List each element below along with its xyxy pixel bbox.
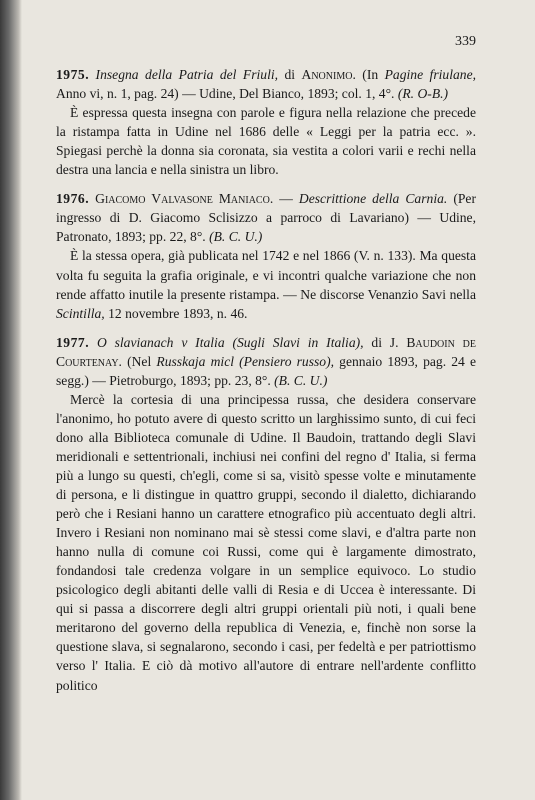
- entry-number: 1975.: [56, 67, 90, 83]
- entry-journal: Russkaja micl (Pensiero russo),: [156, 353, 335, 369]
- bibliography-entry-1977: [56, 333, 476, 695]
- entry-sigla: (R. O-B.): [397, 86, 449, 102]
- page-number: 339: [455, 34, 476, 49]
- entry-title: Insegna della Patria del Friuli,: [95, 67, 279, 83]
- bibliography-entry-1976: [56, 189, 476, 322]
- entry-connector: . (In: [352, 67, 385, 83]
- entry-body: Mercè la cortesia di una principessa russa, che desidera conservare l'anonimo, ho potuto avere di questo scritto un larghissimo sunto, di cui feci dono alla Biblioteca comunale di Udine. Il Baudoin, trattando degli Slavi meridionali e settentrionali, inchiusi nei confini del regno d' Italia, si ferma più a lungo su questi, ch'egli, come si sa, visitò spesse volte e minutamente di persona, e li distingue in quattro gruppi, secondo il dialetto, dichiarando però che i Resiani hanno un carattere etnografico più accentuato degli altri. Invero i Resiani non nominano mai sè stessi come slavi, e d'altra parte non hanno nulla di comune coi Russi, come qui è largamente dimostrato, fondandosi tale credenza volgare in un semplice equivoco. Lo studio psicologico degli abitanti delle valli di Resia e di Uccea è interessante. Di qui si passa a discorrere degli altri gruppi orientali più noti, i quali bene meritarono del governo della republica di Venezia, e, finchè non sorse la questione slava, si segnalarono, secondo i casi, per fedeltà e per patriottismo verso l' Italia. E ciò dà motivo all'autore di entrare nell'ardente conflitto politico: [56, 391, 476, 693]
- entry-header: [56, 65, 476, 103]
- entry-citation: gennaio 1893, pag. 24 e segg.) — Pietroburgo, 1893; pp. 23, 8°.: [56, 353, 476, 388]
- entry-header: [56, 333, 476, 390]
- entry-author: Giacomo Valvasone Maniaco: [95, 191, 270, 207]
- bibliography-entry-1975: [56, 65, 476, 179]
- entry-body-text: È la stessa opera, già publicata nel 1742 e nel 1866 (V. n. 133). Ma questa volta fu seguita la grafia originale, e vi incontri qualche variazione che non rende affatto inutile la presente ristampa. — Ne discorse Venanzio Savi nella: [56, 248, 476, 302]
- entry-header: [56, 189, 476, 246]
- entry-author: Baudoin de Courtenay: [56, 334, 476, 369]
- entry-author: Anonimo: [301, 67, 353, 83]
- entry-connector: . (Nel: [118, 353, 157, 369]
- entry-connector: . —: [269, 191, 299, 207]
- book-gutter-shadow: [0, 0, 22, 800]
- entry-connector: di: [278, 67, 302, 83]
- entry-connector: di J.: [363, 334, 407, 350]
- entry-citation: (Per ingresso di D. Giacomo Sclisizzo a parroco di Lavariano) — Udine, Patronato, 1893; pp. 22, 8°.: [56, 191, 476, 245]
- entry-body: [56, 246, 476, 322]
- entry-title: Descrittione della Carnia.: [298, 191, 448, 207]
- entry-number: 1976.: [56, 191, 90, 207]
- entry-body-text-end: 12 novembre 1893, n. 46.: [104, 305, 248, 321]
- book-page: [56, 32, 476, 705]
- entry-journal: Pagine friulane,: [384, 67, 477, 83]
- entry-body-journal: Scintilla,: [56, 305, 105, 321]
- entry-number: 1977.: [56, 334, 90, 350]
- entry-citation: Anno vi, n. 1, pag. 24) — Udine, Del Bianco, 1893; col. 1, 4°.: [56, 86, 398, 102]
- entry-sigla: (B. C. U.): [209, 229, 263, 245]
- entry-sigla: (B. C. U.): [274, 372, 328, 388]
- entry-title: O slavianach v Italia (Sugli Slavi in Italia),: [96, 334, 364, 350]
- entry-body: È espressa questa insegna con parole e figura nella relazione che precede la ristampa fatta in Udine nel 1686 delle « Leggi per la patria ecc. ». Spiegasi perchè la donna sia coronata, sia vestita a colori varii e rechi nella destra una lancia e nella sinistra un libro.: [56, 105, 476, 178]
